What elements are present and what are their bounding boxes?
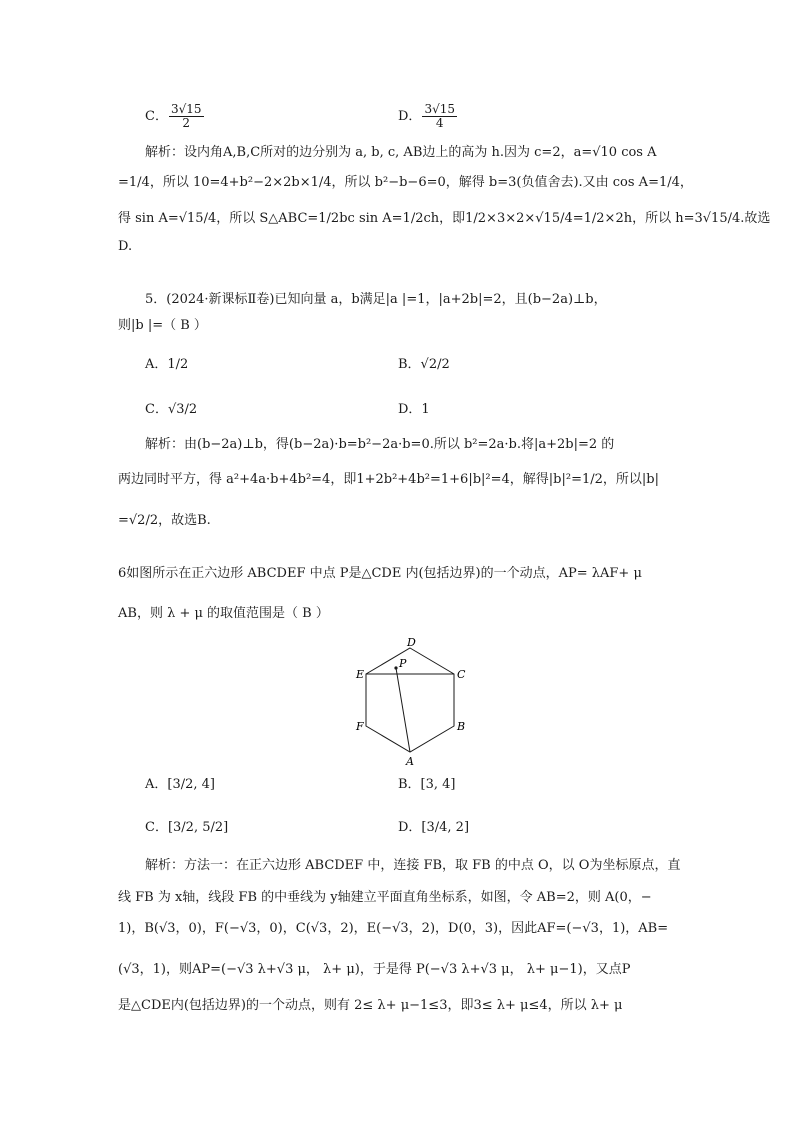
- q6-analysis-line-1: 解析：方法一：在正六边形 ABCDEF 中，连接 FB，取 FB 的中点 O，以 O为坐标原点，直: [145, 858, 681, 873]
- q5-analysis-line-3: =√2/2，故选B.: [118, 513, 211, 528]
- label-d: D: [407, 636, 416, 649]
- q5-stem-line-2: 则|b |=（ B ）: [118, 318, 207, 333]
- label-p: P: [399, 657, 407, 670]
- q4-analysis-line-4: D.: [118, 239, 133, 254]
- q6-analysis-line-3: 1)，B(√3，0)，F(−√3，0)，C(√3，2)，E(−√3，2)，D(0，3)，因此AF=(−√3，1)，AB=: [118, 921, 669, 936]
- q5-analysis-line-2: 两边同时平方，得 a²+4a·b+4b²=4，即1+2b²+4b²=1+6|b|²=4，解得|b|²=1/2，所以|b|: [118, 472, 659, 487]
- q6-stem-line-1: 6如图所示在正六边形 ABCDEF 中点 P是△CDE 内(包括边界)的一个动点，AP= λAF+ μ: [118, 566, 642, 581]
- q4-option-c: C． $\frac{3√15}{2}$: [145, 102, 202, 130]
- q6-analysis-line-5: 是△CDE内(包括边界)的一个动点，则有 2≤ λ+ μ−1≤3，即3≤ λ+ μ≤4，所以 λ+ μ: [118, 998, 623, 1013]
- label-a: A: [406, 755, 414, 768]
- q6-option-d: D．[3/4, 2]: [398, 820, 470, 835]
- q5-option-d: D．1: [398, 402, 430, 417]
- q5-analysis-line-1: 解析：由(b−2a)⊥b，得(b−2a)·b=b²−2a·b=0.所以 b²=2a·b.将|a+2b|=2 的: [145, 437, 615, 452]
- q6-option-a: A．[3/2, 4]: [145, 777, 215, 792]
- q4-options-cd-row: [118, 100, 678, 134]
- q6-options-ab-row: [0, 772, 794, 798]
- q6-stem-line-2: AB，则 λ + μ 的取值范围是（ B ）: [118, 606, 329, 621]
- q5-option-c: C．√3/2: [145, 402, 198, 417]
- label-e: E: [356, 668, 365, 681]
- q5-stem-line-1: 5．(2024·新课标Ⅱ卷)已知向量 a，b满足|a |=1，|a+2b|=2，且(b−2a)⊥b，: [145, 292, 607, 307]
- label-c: C: [457, 668, 466, 681]
- hexagon-figure: [350, 636, 470, 772]
- hexagon-outline: [366, 648, 454, 752]
- q4-analysis-line-3: 得 sin A=√15/4，所以 S△ABC=1/2bc sin A=1/2ch，即1/2×3×2×√15/4=1/2×2h，所以 h=3√15/4.故选: [118, 211, 771, 226]
- q5-options-ab-row: [0, 352, 794, 378]
- q6-analysis-line-2: 线 FB 为 x轴，线段 FB 的中垂线为 y轴建立平面直角坐标系，如图，令 AB=2，则 A(0，−: [118, 890, 652, 905]
- q4-option-d: D． $\frac{3√15}{4}$: [398, 102, 455, 130]
- q6-options-cd-row: [0, 815, 794, 841]
- segment-ap: [396, 668, 410, 752]
- q6-option-c: C．[3/2, 5/2]: [145, 820, 229, 835]
- q5-option-a: A．1/2: [145, 357, 189, 372]
- q4-analysis-line-1: 解析：设内角A,B,C所对的边分别为 a, b, c, AB边上的高为 h.因为 c=2，a=√10 cos A: [145, 145, 657, 160]
- q6-analysis-line-4: (√3，1)，则AP=(−√3 λ+√3 μ， λ+ μ)，于是得 P(−√3 λ+√3 μ， λ+ μ−1)，又点P: [118, 962, 631, 977]
- point-p: [394, 666, 397, 669]
- q5-options-cd-row: [0, 397, 794, 423]
- q4-analysis-line-2: =1/4，所以 10=4+b²−2×2b×1/4，所以 b²−b−6=0，解得 b=3(负值舍去).又由 cos A=1/4，: [118, 175, 693, 190]
- q5-option-b: B．√2/2: [398, 357, 450, 372]
- q6-option-b: B．[3, 4]: [398, 777, 456, 792]
- label-f: F: [356, 720, 364, 733]
- label-b: B: [457, 720, 466, 733]
